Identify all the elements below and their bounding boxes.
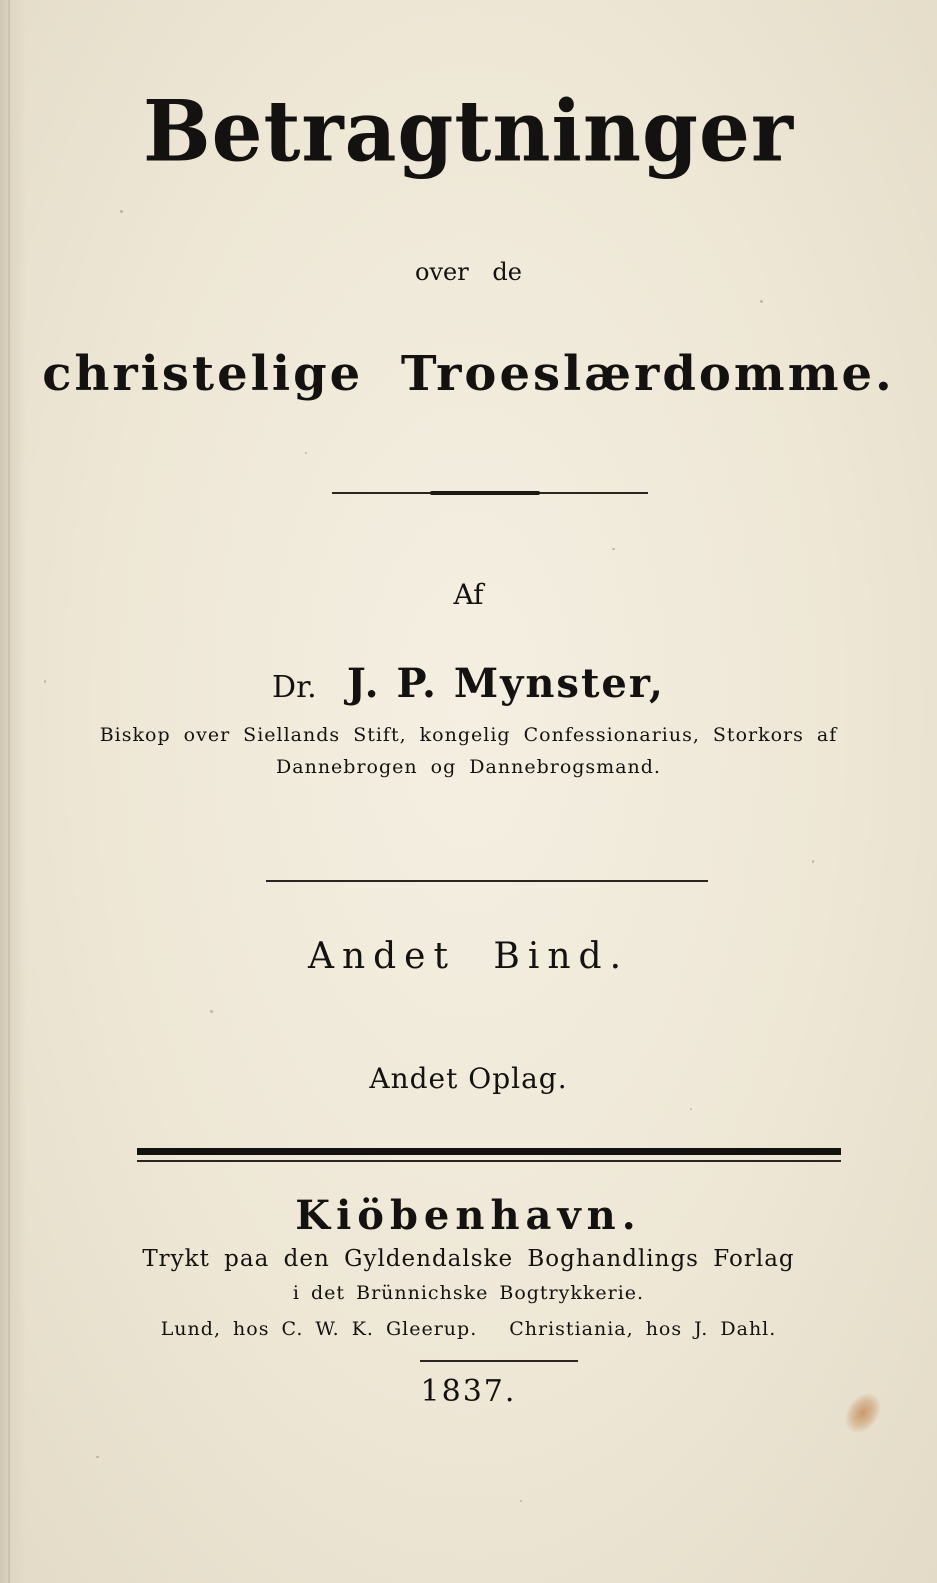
paper-speck bbox=[120, 210, 123, 213]
author-title: Dr. bbox=[272, 670, 317, 705]
paper-speck bbox=[690, 1108, 692, 1110]
short-rule bbox=[420, 1360, 578, 1362]
author-description-line2: Dannebrogen og Dannebrogsmand. bbox=[276, 756, 661, 778]
book-title: Betragtninger bbox=[142, 81, 795, 181]
paper-speck bbox=[760, 300, 763, 303]
paper-speck bbox=[96, 1456, 99, 1458]
author-line bbox=[0, 660, 937, 707]
book-subtitle: christelige Troeslærdomme. bbox=[42, 346, 895, 402]
by-line: Af bbox=[453, 578, 484, 611]
divider-rule bbox=[266, 880, 708, 882]
paper-speck bbox=[520, 1500, 522, 1502]
paper-speck bbox=[612, 548, 615, 550]
ornamental-rule-center bbox=[430, 491, 540, 495]
paper-speck bbox=[812, 860, 814, 863]
imprint-city: Kiöbenhavn. bbox=[295, 1192, 642, 1239]
imprint-printer: i det Brünnichske Bogtrykkerie. bbox=[292, 1282, 645, 1304]
volume-label: Andet Bind. bbox=[307, 936, 630, 977]
title-connector: over de bbox=[415, 258, 522, 286]
paper-speck bbox=[305, 452, 307, 454]
author-description-line1: Biskop over Siellands Stift, kongelig Confessionarius, Storkors af bbox=[99, 724, 838, 746]
edition-label: Andet Oplag. bbox=[369, 1062, 568, 1095]
paper-speck bbox=[210, 1010, 213, 1013]
imprint-publisher: Trykt paa den Gyldendalske Boghandlings Forlag bbox=[142, 1246, 795, 1272]
agent-christiania: Christiania, hos J. Dahl. bbox=[509, 1318, 777, 1340]
page-edge-line bbox=[8, 0, 10, 1583]
author-name: J. P. Mynster, bbox=[346, 660, 665, 707]
publication-year: 1837. bbox=[420, 1374, 517, 1409]
imprint-agents bbox=[0, 1318, 937, 1340]
thin-rule bbox=[137, 1160, 841, 1162]
page-edge-shadow bbox=[0, 0, 26, 1583]
agent-lund: Lund, hos C. W. K. Gleerup. bbox=[160, 1318, 478, 1340]
thick-rule bbox=[137, 1148, 841, 1155]
